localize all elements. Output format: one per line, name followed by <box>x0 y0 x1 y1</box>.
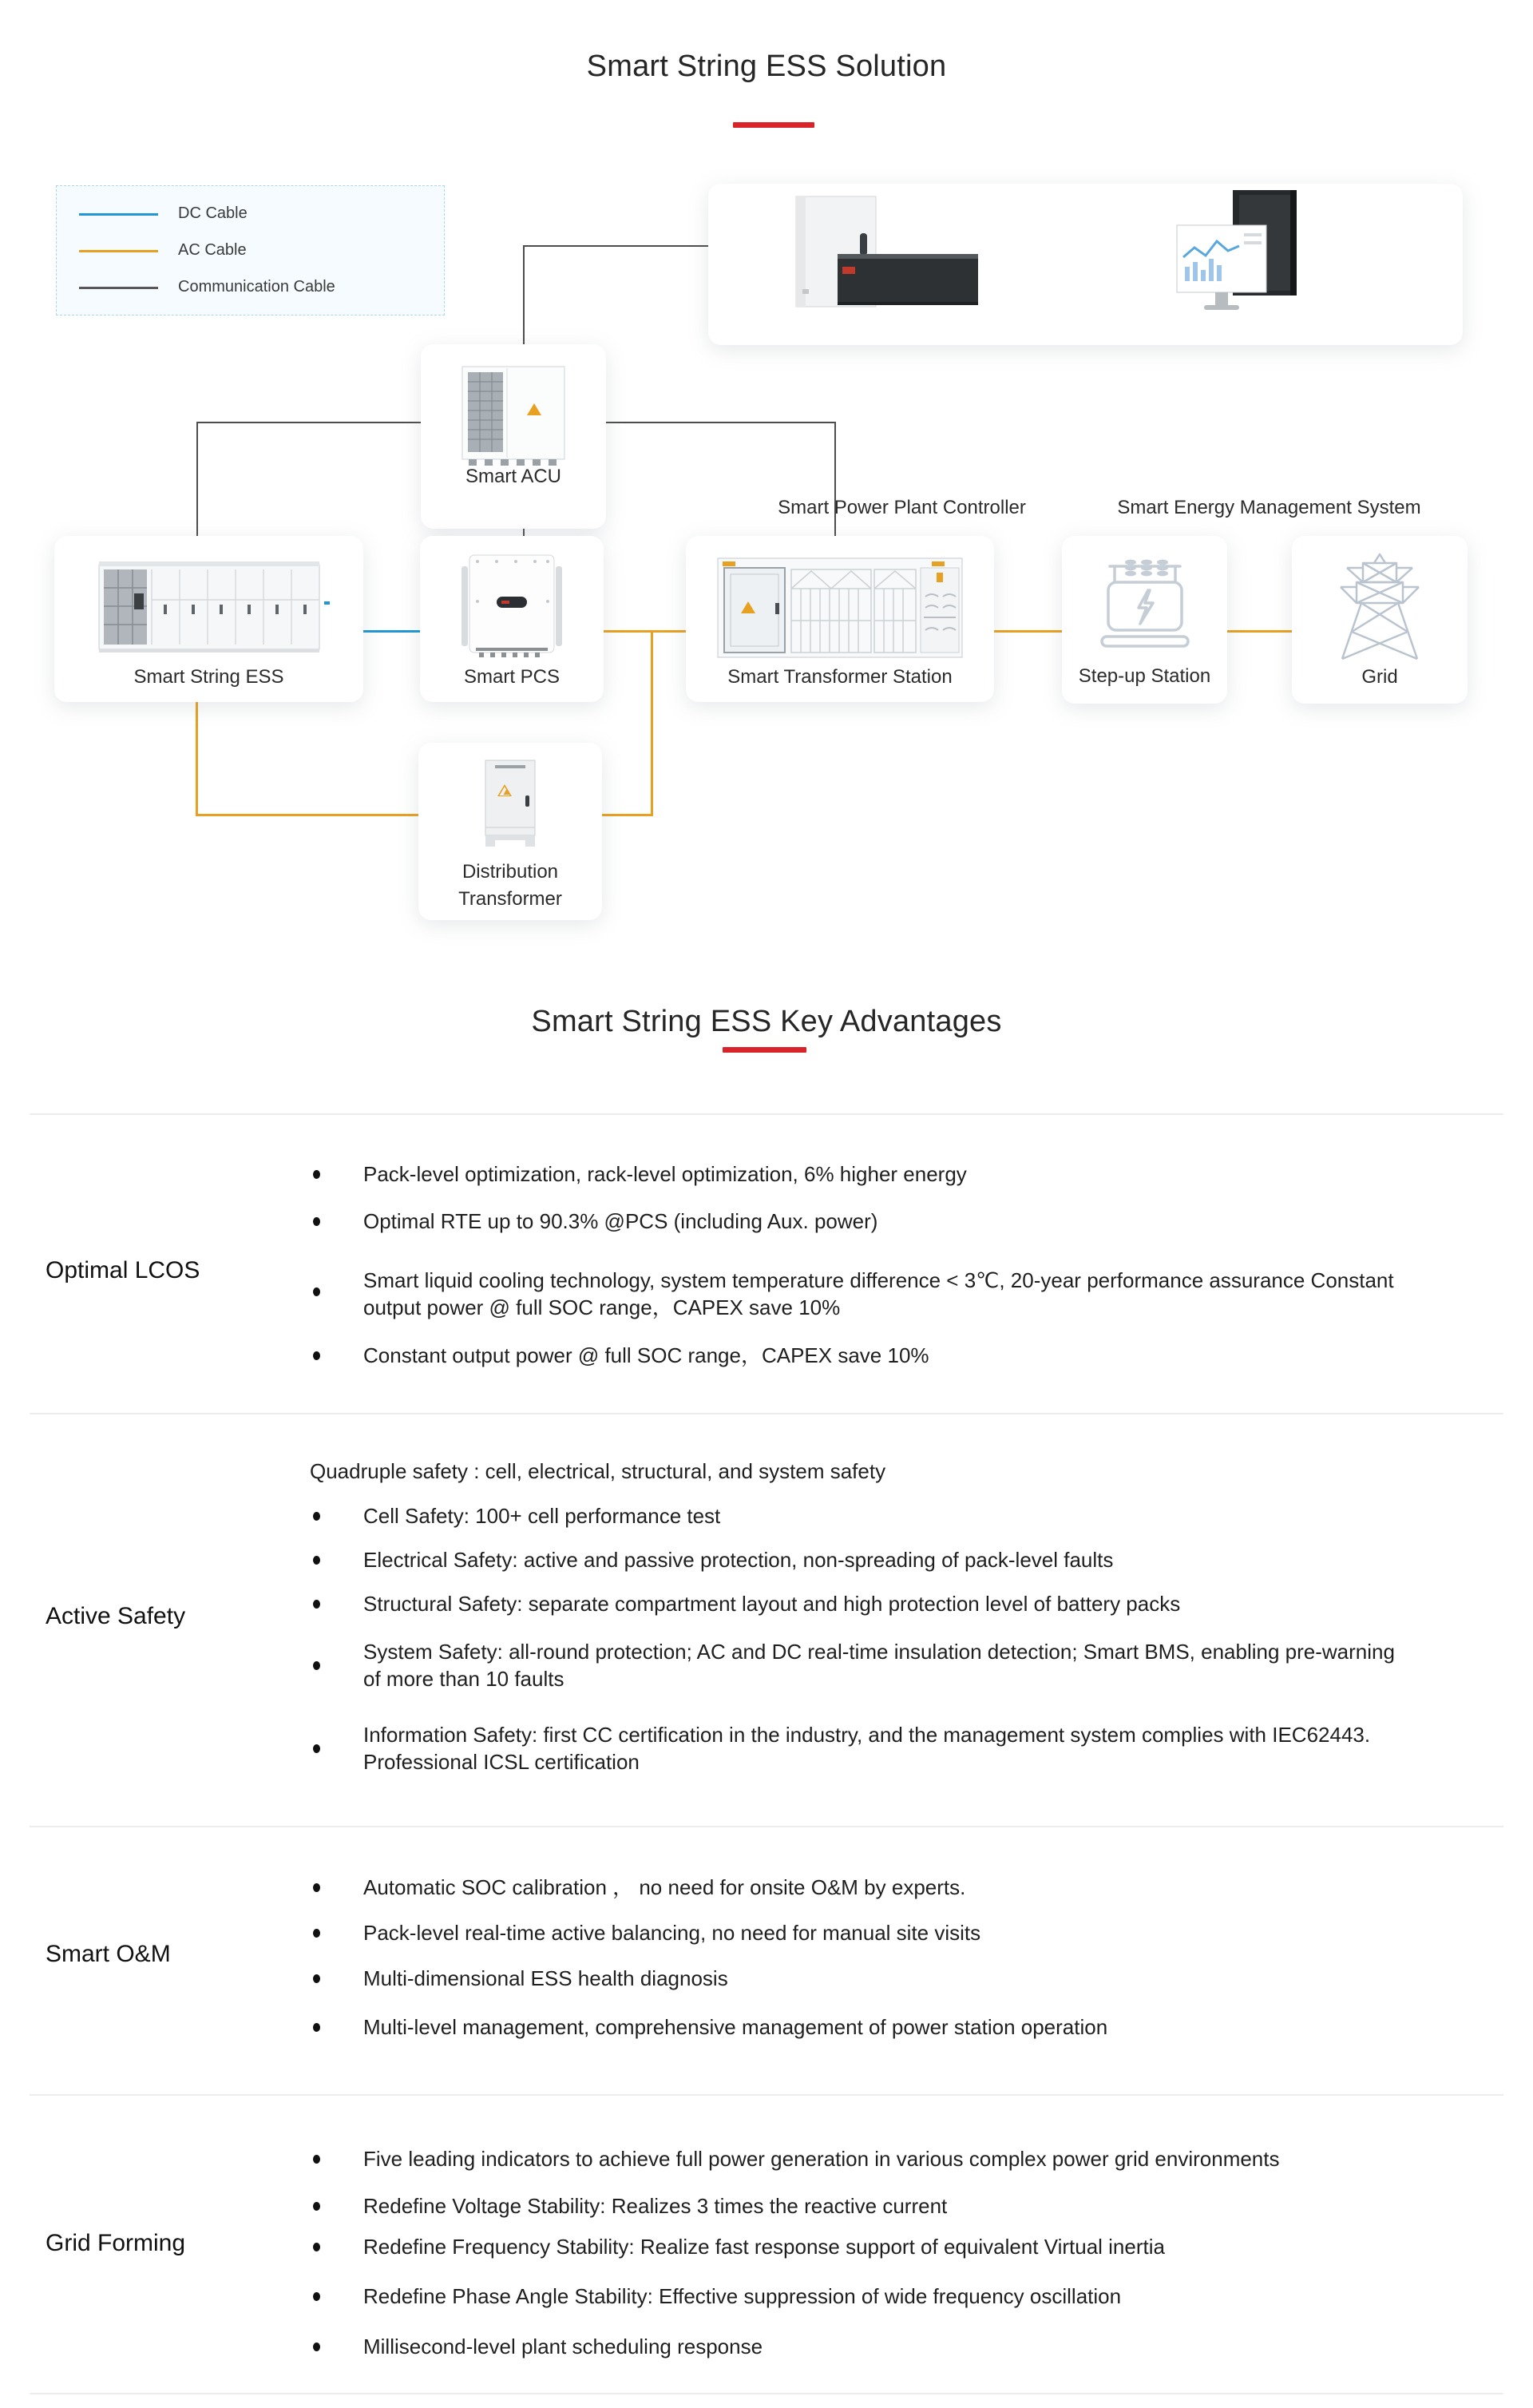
controllers-card <box>708 184 1463 518</box>
energy-management-system-label: Smart Energy Management System <box>1117 497 1421 518</box>
bullet-dot <box>313 1661 320 1670</box>
bullet-dot <box>313 1974 320 1983</box>
divider <box>30 2094 1503 2096</box>
bullet-dot <box>313 1217 320 1226</box>
grid-icon <box>1336 552 1424 662</box>
comm-cable-to-controller <box>523 245 708 247</box>
bullet-line: of more than 10 faults <box>363 1667 564 1691</box>
bullet-line: System Safety: all-round protection; AC and DC real-time insulation detection; Smart BMS, enabling pre-warning <box>363 1640 1395 1664</box>
bullet-dot <box>313 1170 320 1179</box>
bullet-line: Pack-level optimization, rack-level optimization, 6% higher energy <box>363 1162 967 1186</box>
bullet-dot <box>313 2023 320 2032</box>
smart-transformer-station-card <box>686 536 994 702</box>
power-plant-controller-illustration <box>788 193 984 317</box>
bullet-dot <box>313 1929 320 1938</box>
grid-label: Grid <box>1361 666 1398 688</box>
ac-cable-transformer-stepup <box>994 630 1062 633</box>
bullet-line: Optimal RTE up to 90.3% @PCS (including Aux. power) <box>363 1209 878 1233</box>
divider <box>30 1113 1503 1115</box>
bullet-line: Millisecond-level plant scheduling response <box>363 2335 763 2358</box>
smart-acu-card <box>421 344 606 529</box>
bullet-line: Structural Safety: separate compartment layout and high protection level of battery packs <box>363 1592 1181 1616</box>
legend-label: DC Cable <box>178 204 248 222</box>
bullet-dot <box>313 1287 320 1296</box>
bullet-dot <box>313 2292 320 2301</box>
bullet-line: Redefine Phase Angle Stability: Effective suppression of wide frequency oscillation <box>363 2284 1122 2308</box>
bullet-dot <box>313 1883 320 1892</box>
smart-acu-illustration <box>458 362 569 470</box>
smart-transformer-station-label: Smart Transformer Station <box>727 666 953 688</box>
power-plant-controller-label: Smart Power Plant Controller <box>778 497 1026 518</box>
distribution-transformer-label-line1: Distribution <box>461 861 559 883</box>
legend-label: AC Cable <box>178 241 247 259</box>
step-up-station-icon <box>1100 557 1190 657</box>
title-underline <box>733 122 814 128</box>
bullet-dot <box>313 2343 320 2351</box>
ac-cable-ess-down <box>196 702 198 816</box>
ac-cable-stepup-grid <box>1227 630 1292 633</box>
row-label-grid-forming: Grid Forming <box>46 2230 186 2256</box>
advantages-title-underline <box>723 1047 806 1053</box>
bullet-dot <box>313 1600 320 1609</box>
bullet-line: Cell Safety: 100+ cell performance test <box>363 1504 721 1528</box>
smart-transformer-station-illustration <box>716 552 964 664</box>
smart-pcs-illustration <box>460 550 564 662</box>
smart-acu-label: Smart ACU <box>465 466 562 487</box>
bullet-line: Multi-level management, comprehensive management of power station operation <box>363 2015 1108 2039</box>
bullet-dot <box>313 2202 320 2211</box>
bullet-line: Constant output power @ full SOC range，CAPEX save 10% <box>363 1343 929 1367</box>
row-label-smart-om: Smart O&M <box>46 1941 171 1967</box>
bullet-line: Professional ICSL certification <box>363 1750 640 1774</box>
smart-string-ess-card <box>54 536 363 702</box>
bullet-dot <box>313 1512 320 1521</box>
bullet-dot <box>313 2243 320 2251</box>
divider <box>30 1413 1503 1414</box>
bullet-dot <box>313 1351 320 1360</box>
ac-cable-branch-vertical <box>651 630 653 816</box>
legend-item-comm <box>57 280 444 296</box>
divider <box>30 1826 1503 1827</box>
ac-cable-swatch <box>79 250 158 252</box>
bullet-line: Electrical Safety: active and passive protection, non-spreading of pack-level faults <box>363 1548 1114 1572</box>
bullet-line: Five leading indicators to achieve full power generation in various complex power grid environments <box>363 2147 1280 2171</box>
bullet-line: Pack-level real-time active balancing, no need for manual site visits <box>363 1921 981 1945</box>
cable-legend <box>56 185 445 315</box>
bullet-line: Automatic SOC calibration ， no need for onsite O&M by experts. <box>363 1875 966 1899</box>
smart-pcs-card <box>420 536 604 702</box>
bullet-dot <box>313 2155 320 2164</box>
bullet-line: Multi-dimensional ESS health diagnosis <box>363 1966 728 1990</box>
bullet-dot <box>313 1744 320 1753</box>
bullet-line: Redefine Voltage Stability: Realizes 3 times the reactive current <box>363 2194 948 2218</box>
distribution-transformer-label-line2: Transformer <box>458 888 562 910</box>
legend-item-dc <box>57 206 444 222</box>
smart-pcs-label: Smart PCS <box>463 666 561 688</box>
dc-cable-swatch <box>79 213 158 216</box>
bullet-line: Information Safety: first CC certification in the industry, and the management system complies with IEC62443. <box>363 1723 1371 1747</box>
smart-string-ess-label: Smart String ESS <box>133 666 284 688</box>
diagram-title: Smart String ESS Solution <box>586 50 947 83</box>
step-up-station-label: Step-up Station <box>1078 665 1211 687</box>
dc-cable-ess-pcs <box>363 630 420 633</box>
comm-cable-to-transformer-station <box>834 422 836 539</box>
advantages-title: Smart String ESS Key Advantages <box>531 1005 1002 1038</box>
ac-cable-pcs-transformer <box>604 630 686 633</box>
legend-item-ac <box>57 243 444 259</box>
smart-string-ess-illustration <box>86 552 330 664</box>
communication-cable-swatch <box>79 287 158 289</box>
bullet-line: Redefine Frequency Stability: Realize fast response support of equivalent Virtual inertia <box>363 2235 1165 2259</box>
divider <box>30 2393 1503 2394</box>
bullet-dot <box>313 1556 320 1565</box>
bullet-line: Smart liquid cooling technology, system temperature difference < 3℃, 20-year performance assurance Constant <box>363 1268 1394 1292</box>
distribution-transformer-illustration <box>474 757 546 851</box>
grid-card <box>1292 536 1468 704</box>
row-label-optimal-lcos: Optimal LCOS <box>46 1257 200 1283</box>
legend-label: Communication Cable <box>178 278 335 296</box>
distribution-transformer-card <box>418 743 602 920</box>
step-up-station-card <box>1062 536 1227 704</box>
energy-management-system-illustration <box>1175 188 1315 318</box>
row-label-active-safety: Active Safety <box>46 1603 186 1629</box>
comm-cable-to-ess <box>196 422 198 536</box>
quadruple-safety-intro: Quadruple safety : cell, electrical, structural, and system safety <box>310 1459 886 1483</box>
bullet-line: output power @ full SOC range，CAPEX save 10% <box>363 1295 841 1319</box>
